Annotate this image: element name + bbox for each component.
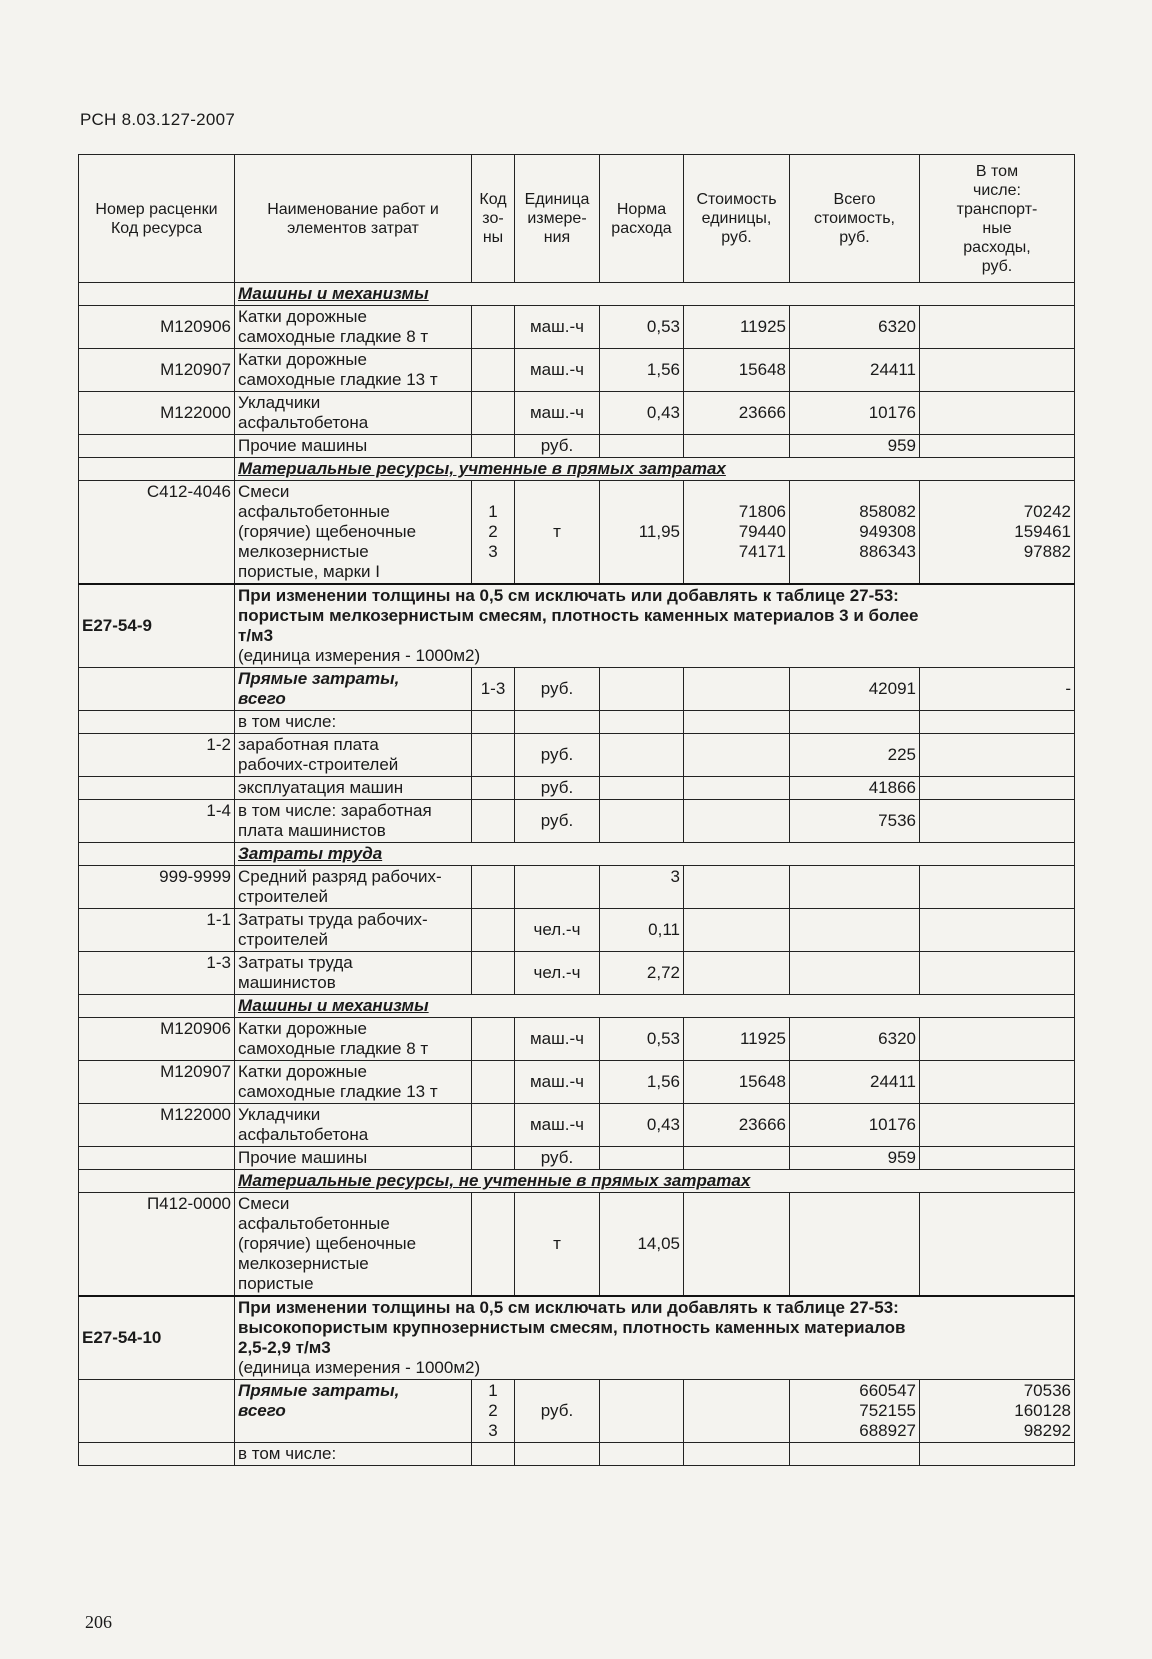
- resource-name: Катки дорожные самоходные гладкие 8 т: [235, 306, 472, 349]
- norm: 0,43: [600, 392, 684, 435]
- unit: руб.: [515, 435, 600, 458]
- resource-code: М120907: [79, 349, 235, 392]
- transport-cost: -: [920, 668, 1075, 711]
- norm: 11,95: [600, 481, 684, 585]
- section-title: Затраты труда: [235, 843, 1075, 866]
- total-cost: 225: [790, 734, 920, 777]
- unit: чел.-ч: [515, 952, 600, 995]
- zone-codes: 1 2 3: [472, 1380, 515, 1443]
- total-cost: 42091: [790, 668, 920, 711]
- transport-cost: [920, 349, 1075, 392]
- resource-name: Смеси асфальтобетонные (горячие) щебеночные мелкозернистые пористые: [235, 1193, 472, 1297]
- section-title: Машины и механизмы: [235, 283, 1075, 306]
- resource-name: Катки дорожные самоходные гладкие 13 т: [235, 349, 472, 392]
- unit: т: [515, 481, 600, 585]
- unit-cost: 15648: [684, 349, 790, 392]
- resource-code: 1-1: [79, 909, 235, 952]
- resource-code: 999-9999: [79, 866, 235, 909]
- section-title: Материальные ресурсы, не учтенные в прямых затратах: [235, 1170, 1075, 1193]
- table-header-row: [79, 155, 1075, 283]
- total-cost: 6320: [790, 1018, 920, 1061]
- table-row: [79, 909, 1075, 952]
- table-row: [79, 777, 1075, 800]
- total-cost: 6320: [790, 306, 920, 349]
- section-row: [79, 843, 1075, 866]
- unit-cost: 23666: [684, 392, 790, 435]
- including-label: в том числе:: [235, 1443, 472, 1466]
- direct-costs-label: Прямые затраты, всего: [235, 668, 472, 711]
- section-row: [79, 1170, 1075, 1193]
- unit: руб.: [515, 1380, 600, 1443]
- norm: 1,56: [600, 349, 684, 392]
- rate-title-row: [79, 584, 1075, 668]
- section-row: [79, 283, 1075, 306]
- col-header-norm: Норма расхода: [600, 155, 684, 283]
- zone-codes: 1-3: [472, 668, 515, 711]
- including-label: в том числе:: [235, 711, 472, 734]
- table-row: [79, 306, 1075, 349]
- zone-codes: 1 2 3: [472, 481, 515, 585]
- rates-table-wrapper: [78, 154, 1074, 1466]
- rate-description: [235, 1296, 1075, 1380]
- norm: 0,43: [600, 1104, 684, 1147]
- unit: руб.: [515, 1147, 600, 1170]
- unit: руб.: [515, 800, 600, 843]
- unit: маш.-ч: [515, 349, 600, 392]
- rate-description: [235, 584, 1075, 668]
- total-cost: 10176: [790, 1104, 920, 1147]
- resource-name: Прочие машины: [235, 1147, 472, 1170]
- resource-name: Затраты труда машинистов: [235, 952, 472, 995]
- unit: руб.: [515, 777, 600, 800]
- col-header-unit-cost: Стоимость единицы, руб.: [684, 155, 790, 283]
- col-header-total: Всего стоимость, руб.: [790, 155, 920, 283]
- section-title: Машины и механизмы: [235, 995, 1075, 1018]
- unit: маш.-ч: [515, 1104, 600, 1147]
- resource-name: Укладчики асфальтобетона: [235, 392, 472, 435]
- resource-name: в том числе: заработная плата машинистов: [235, 800, 472, 843]
- norm: 3: [600, 866, 684, 909]
- table-row: [79, 1061, 1075, 1104]
- resource-name: Укладчики асфальтобетона: [235, 1104, 472, 1147]
- unit: т: [515, 1193, 600, 1297]
- direct-costs-label: Прямые затраты, всего: [235, 1380, 472, 1443]
- resource-code: П412-0000: [79, 1193, 235, 1297]
- table-row: [79, 1104, 1075, 1147]
- page-number: 206: [85, 1612, 112, 1632]
- col-header-zone: Код зо- ны: [472, 155, 515, 283]
- table-row: [79, 1380, 1075, 1443]
- table-row: [79, 1193, 1075, 1297]
- unit: маш.-ч: [515, 306, 600, 349]
- transport-cost: [920, 306, 1075, 349]
- table-row: [79, 952, 1075, 995]
- unit-cost: 15648: [684, 1061, 790, 1104]
- total-cost: 41866: [790, 777, 920, 800]
- total-cost: 10176: [790, 392, 920, 435]
- total-cost: 660547 752155 688927: [790, 1380, 920, 1443]
- resource-name: Затраты труда рабочих- строителей: [235, 909, 472, 952]
- unit-cost: 11925: [684, 1018, 790, 1061]
- norm: 1,56: [600, 1061, 684, 1104]
- rate-code: Е27-54-10: [79, 1296, 235, 1380]
- resource-code: 1-4: [79, 800, 235, 843]
- total-cost: 24411: [790, 349, 920, 392]
- resource-code: С412-4046: [79, 481, 235, 585]
- unit-cost: 71806 79440 74171: [684, 481, 790, 585]
- table-row: [79, 392, 1075, 435]
- table-row: [79, 866, 1075, 909]
- resource-code: М122000: [79, 392, 235, 435]
- norm: 14,05: [600, 1193, 684, 1297]
- unit-cost: 11925: [684, 306, 790, 349]
- table-row: [79, 711, 1075, 734]
- total-cost: 959: [790, 1147, 920, 1170]
- rate-code: Е27-54-9: [79, 584, 235, 668]
- resource-name: эксплуатация машин: [235, 777, 472, 800]
- rate-title: При изменении толщины на 0,5 см исключать или добавлять к таблице 27-53: пористым мелкозернистым смесям, плотность каменных материалов 3 и более т/м3: [238, 586, 919, 645]
- resource-code: М120907: [79, 1061, 235, 1104]
- total-cost: 7536: [790, 800, 920, 843]
- table-row: [79, 435, 1075, 458]
- section-row: [79, 458, 1075, 481]
- unit: маш.-ч: [515, 1061, 600, 1104]
- resource-name: Катки дорожные самоходные гладкие 8 т: [235, 1018, 472, 1061]
- resource-code: М122000: [79, 1104, 235, 1147]
- unit: маш.-ч: [515, 392, 600, 435]
- col-header-unit: Единица измере- ния: [515, 155, 600, 283]
- norm: 0,53: [600, 1018, 684, 1061]
- resource-name: заработная плата рабочих-строителей: [235, 734, 472, 777]
- norm: 2,72: [600, 952, 684, 995]
- transport-cost: 70536 160128 98292: [920, 1380, 1075, 1443]
- resource-code: 1-3: [79, 952, 235, 995]
- rates-table: [78, 154, 1075, 1466]
- document-code: РСН 8.03.127-2007: [80, 110, 236, 129]
- resource-name: Средний разряд рабочих- строителей: [235, 866, 472, 909]
- unit: маш.-ч: [515, 1018, 600, 1061]
- table-row: [79, 800, 1075, 843]
- resource-name: Прочие машины: [235, 435, 472, 458]
- unit: руб.: [515, 734, 600, 777]
- total-cost: 858082 949308 886343: [790, 481, 920, 585]
- resource-code: 1-2: [79, 734, 235, 777]
- col-header-transport: В том числе: транспорт- ные расходы, руб.: [920, 155, 1075, 283]
- transport-cost: 70242 159461 97882: [920, 481, 1075, 585]
- resource-name: Смеси асфальтобетонные (горячие) щебеночные мелкозернистые пористые, марки I: [235, 481, 472, 585]
- unit: чел.-ч: [515, 909, 600, 952]
- table-row: [79, 734, 1075, 777]
- norm: 0,53: [600, 306, 684, 349]
- total-cost: 24411: [790, 1061, 920, 1104]
- col-header-name: Наименование работ и элементов затрат: [235, 155, 472, 283]
- unit-cost: 23666: [684, 1104, 790, 1147]
- resource-name: Катки дорожные самоходные гладкие 13 т: [235, 1061, 472, 1104]
- table-row: [79, 1443, 1075, 1466]
- rate-title-row: [79, 1296, 1075, 1380]
- resource-code: М120906: [79, 306, 235, 349]
- rate-unit-note: (единица измерения - 1000м2): [238, 1358, 481, 1377]
- table-row: [79, 1147, 1075, 1170]
- table-row: [79, 481, 1075, 585]
- rate-title: При изменении толщины на 0,5 см исключать или добавлять к таблице 27-53: высокопористым крупнозернистым смесям, плотность каменных материалов 2,5-2,9 т/м3: [238, 1298, 906, 1357]
- resource-code: М120906: [79, 1018, 235, 1061]
- section-row: [79, 995, 1075, 1018]
- table-row: [79, 349, 1075, 392]
- section-title: Материальные ресурсы, учтенные в прямых затратах: [235, 458, 1075, 481]
- unit: руб.: [515, 668, 600, 711]
- table-row: [79, 668, 1075, 711]
- total-cost: 959: [790, 435, 920, 458]
- rate-unit-note: (единица измерения - 1000м2): [238, 646, 481, 665]
- transport-cost: [920, 392, 1075, 435]
- norm: 0,11: [600, 909, 684, 952]
- table-row: [79, 1018, 1075, 1061]
- col-header-code: Номер расценки Код ресурса: [79, 155, 235, 283]
